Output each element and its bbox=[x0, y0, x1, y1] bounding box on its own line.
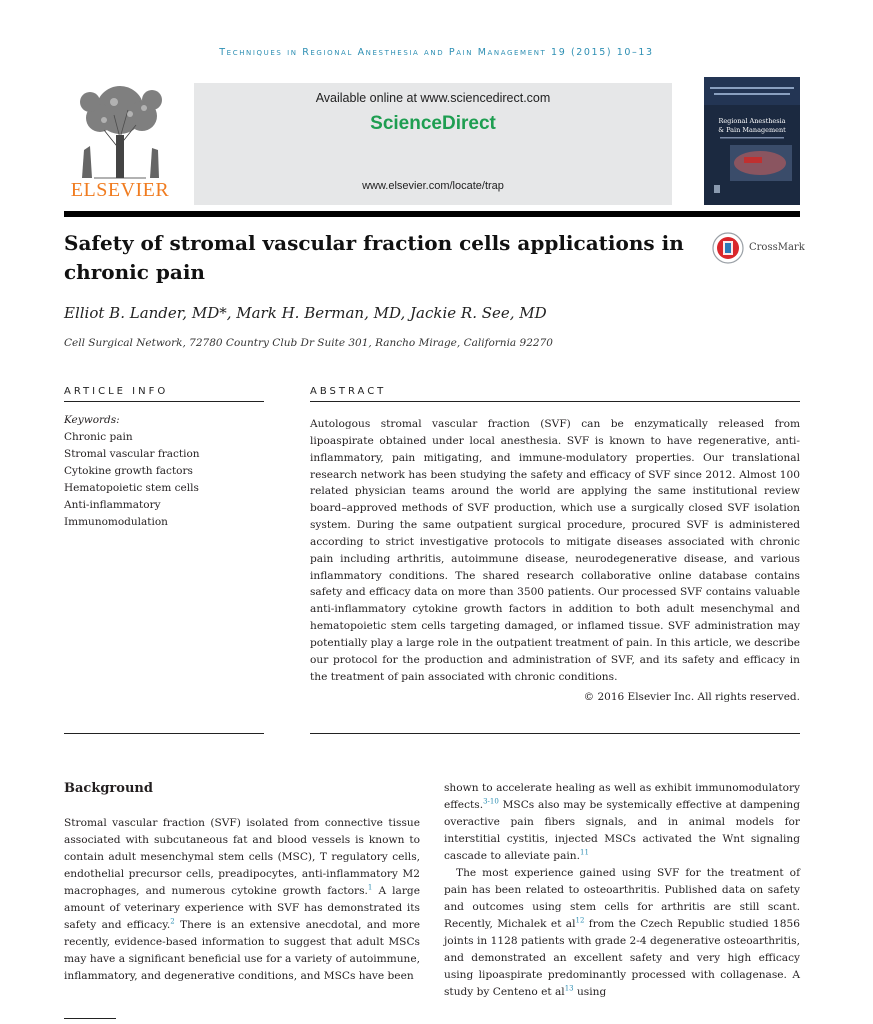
crossmark-icon bbox=[712, 232, 746, 264]
header-rule bbox=[64, 211, 800, 217]
elsevier-logo bbox=[64, 80, 176, 202]
citation-link[interactable]: 12 bbox=[575, 916, 585, 925]
paragraph bbox=[444, 865, 800, 1001]
body-column-right bbox=[444, 780, 800, 1001]
text-run: from the Czech Republic studied 1856 joints in 1128 patients with grade 2-4 degenerative osteoarthritis, and demonstrated an excellent safety and very high efficacy using lipoaspirate predominantly processed with collagenase. A study by Centeno et al bbox=[444, 918, 801, 998]
keyword-item: Anti-inflammatory bbox=[64, 499, 161, 511]
text-run: There is an extensive anecdotal, and more recently, evidence-based information to suggest that adult MSCs may have a significant beneficial use for a variety of autoimmune, inflammatory, and degenerative conditions, and MSCs have been bbox=[64, 919, 420, 982]
paragraph bbox=[64, 815, 420, 985]
text-run: MSCs also may be systemically effective at dampening overactive pain fibers signals, and in animal models for interstitial cystitis, injected MSCs activated the Wnt signaling cascade to alleviate pain. bbox=[444, 799, 800, 862]
svg-text:Regional Anesthesia: Regional Anesthesia bbox=[718, 117, 786, 125]
keyword-item: Immunomodulation bbox=[64, 516, 168, 528]
divider bbox=[64, 733, 264, 734]
journal-url[interactable]: www.elsevier.com/locate/trap bbox=[362, 180, 504, 192]
svg-text:& Pain Management: & Pain Management bbox=[718, 126, 786, 134]
copyright-notice: © 2016 Elsevier Inc. All rights reserved. bbox=[583, 691, 800, 703]
tree-logo-icon bbox=[64, 80, 176, 180]
citation-link[interactable]: 3-10 bbox=[483, 797, 499, 806]
body-column-left bbox=[64, 815, 420, 985]
keywords-label: Keywords: bbox=[64, 414, 120, 426]
background-heading: Background bbox=[64, 781, 153, 796]
affiliation: Cell Surgical Network, 72780 Country Club Dr Suite 301, Rancho Mirage, California 92270 bbox=[64, 337, 553, 349]
citation-link[interactable]: 13 bbox=[564, 984, 574, 993]
keyword-item: Cytokine growth factors bbox=[64, 465, 193, 477]
available-online-text: Available online at www.sciencedirect.com bbox=[315, 91, 551, 105]
citation-link[interactable]: 1 bbox=[367, 883, 373, 892]
cover-image-icon bbox=[704, 77, 800, 205]
citation-link[interactable]: 2 bbox=[170, 917, 175, 926]
keyword-item: Stromal vascular fraction bbox=[64, 448, 200, 460]
footnote-divider bbox=[64, 1018, 116, 1019]
abstract-text: Autologous stromal vascular fraction (SVF) can be enzymatically released from lipoaspirate obtained under local anesthesia. SVF is known to have regenerative, anti-inflammatory, pain mitigating, and immune-modulatory properties. Our translational research network has been studying the safety and efficacy of SVF since 2012. Almost 100 related physician teams around the world are applying the same institutional review board–approved methods of SVF production, which use a surgically closed SVF isolation system. During the same outpatient surgical procedure, procured SVF is administered according to strict investigative protocols to mitigate diseases associated with chronic pain including arthritis, autoimmune disease, neurodegenerative disease, and various inflammatory conditions. The shared research collaborative online database contains safety and efficacy data on more than 3500 patients. Our processed SVF contains valuable anti-inflammatory cytokine growth factors in addition to both adult mesenchymal and hematopoietic stem cells targeting damaged, or inflamed tissue. SVF administration may potentially play a large role in the outpatient treatment of pain. In this article, we describe our protocol for the production and administration of SVF, and its safety and efficacy in the treatment of pain associated with chronic conditions. bbox=[310, 418, 800, 683]
sciencedirect-logo: ScienceDirect bbox=[370, 113, 496, 134]
author-list: Elliot B. Lander, MD*, Mark H. Berman, MD, Jackie R. See, MD bbox=[64, 304, 547, 322]
sciencedirect-banner bbox=[194, 83, 672, 205]
text-run: Stromal vascular fraction (SVF) isolated from connective tissue associated with subcutaneous fat and blood vessels is known to contain adult mesenchymal stem cells (MSC), T regulatory cells, endothelial precursor cells, preadipocytes, anti-inflammatory M2 macrophages, and numerous cytokine growth factors. bbox=[64, 817, 420, 897]
article-info-heading: ARTICLE INFO bbox=[64, 386, 169, 397]
divider bbox=[310, 733, 800, 734]
divider bbox=[64, 401, 264, 402]
divider bbox=[310, 401, 800, 402]
text-run: The most experience gained using SVF for the treatment of pain has been related to osteoarthritis. Published data on safety and outcomes using stem cells for arthritis are still scant. Recently, Michalek et al bbox=[444, 867, 800, 930]
text-run: A large amount of veterinary experience with SVF has demonstrated its safety and efficacy. bbox=[64, 885, 420, 931]
crossmark-label: CrossMark bbox=[749, 242, 805, 253]
keyword-item: Chronic pain bbox=[64, 431, 133, 443]
journal-citation: Techniques in Regional Anesthesia and Pain Management 19 (2015) 10–13 bbox=[219, 47, 654, 58]
text-run: shown to accelerate healing as well as exhibit immunomodulatory effects. bbox=[444, 782, 800, 811]
journal-cover bbox=[704, 77, 800, 205]
text-run: using bbox=[573, 986, 607, 998]
article-title: Safety of stromal vascular fraction cells applications in chronic pain bbox=[64, 231, 684, 284]
publisher-name: ELSEVIER bbox=[70, 179, 170, 201]
keyword-item: Hematopoietic stem cells bbox=[64, 482, 199, 494]
abstract-heading: ABSTRACT bbox=[310, 386, 387, 397]
citation-link[interactable]: 11 bbox=[579, 848, 589, 857]
crossmark-badge[interactable] bbox=[712, 232, 805, 264]
paragraph bbox=[444, 780, 800, 865]
